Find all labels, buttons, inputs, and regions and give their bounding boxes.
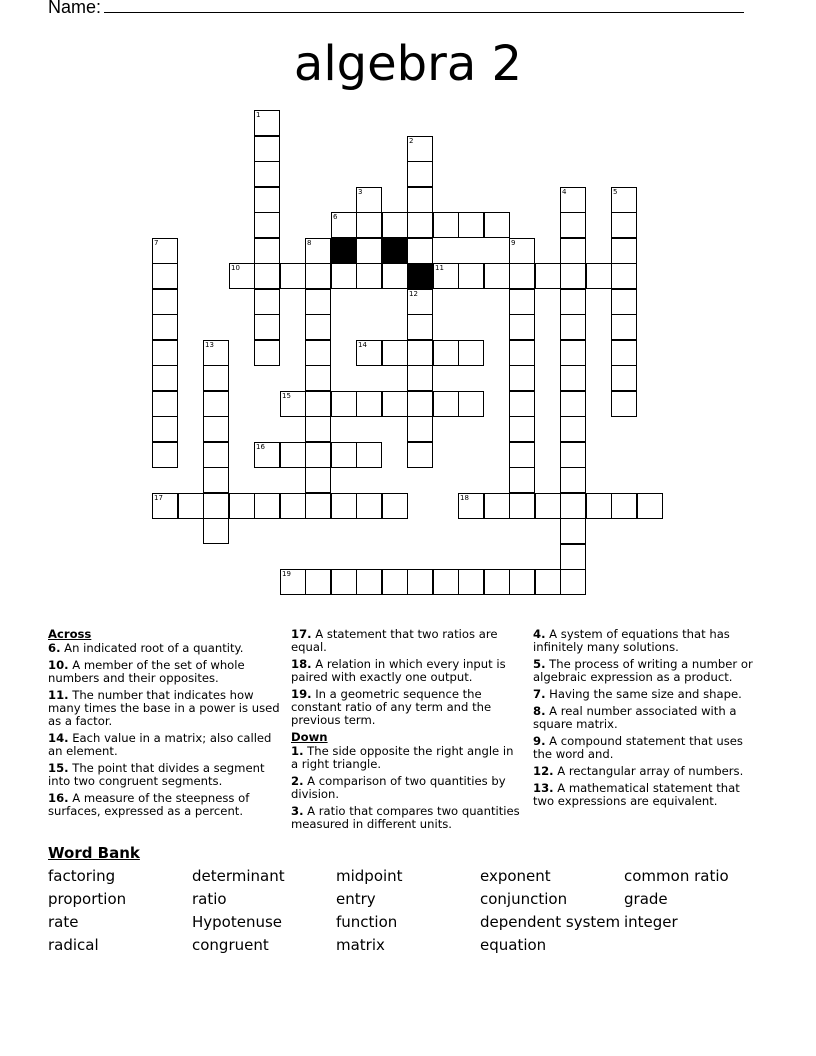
crossword-cell[interactable] (484, 569, 510, 595)
crossword-cell[interactable] (178, 493, 204, 519)
crossword-cell[interactable] (560, 518, 586, 544)
crossword-cell[interactable] (331, 263, 357, 289)
crossword-cell[interactable] (254, 493, 280, 519)
crossword-cell[interactable] (560, 238, 586, 264)
crossword-cell[interactable] (509, 340, 535, 366)
clue-text: A compound statement that uses the word and. (533, 734, 743, 761)
crossword-cell[interactable] (203, 365, 229, 391)
crossword-cell[interactable] (560, 493, 586, 519)
clue-number: 13 (205, 341, 214, 349)
crossword-cell[interactable] (611, 391, 637, 417)
crossword-cell[interactable] (305, 238, 331, 264)
crossword-cell[interactable] (152, 442, 178, 468)
crossword-cell[interactable] (382, 340, 408, 366)
clue-number: 5. (533, 657, 546, 671)
crossword-cell[interactable] (356, 212, 382, 238)
word-bank (48, 866, 788, 955)
crossword-cell[interactable] (611, 365, 637, 391)
word-bank-item: Hypotenuse (192, 913, 283, 931)
crossword-cell[interactable] (280, 569, 306, 595)
crossword-cell[interactable] (152, 365, 178, 391)
crossword-cell[interactable] (407, 365, 433, 391)
crossword-cell[interactable] (305, 391, 331, 417)
crossword-cell[interactable] (611, 493, 637, 519)
crossword-cell[interactable] (407, 136, 433, 162)
crossword-cell[interactable] (331, 493, 357, 519)
crossword-cell[interactable] (509, 493, 535, 519)
crossword-cell[interactable] (509, 238, 535, 264)
crossword-cell[interactable] (152, 314, 178, 340)
across-clue (48, 732, 280, 758)
word-bank-item: factoring (48, 867, 116, 885)
clue-number: 8. (533, 704, 546, 718)
down-clue (533, 735, 755, 761)
word-bank-item: common ratio (624, 867, 729, 885)
crossword-cell[interactable] (407, 391, 433, 417)
across-clue (48, 689, 280, 728)
crossword-cell[interactable] (254, 110, 280, 136)
crossword-cell[interactable] (509, 365, 535, 391)
clue-number: 2. (291, 774, 304, 788)
crossword-cell[interactable] (433, 212, 459, 238)
crossword-cell[interactable] (305, 442, 331, 468)
clue-number: 11 (435, 264, 444, 272)
across-clue (291, 688, 523, 727)
clue-number: 3 (358, 188, 363, 196)
crossword-cell[interactable] (305, 314, 331, 340)
across-clue (48, 642, 280, 655)
crossword-cell[interactable] (203, 416, 229, 442)
crossword-cell[interactable] (407, 161, 433, 187)
crossword-cell[interactable] (280, 493, 306, 519)
clue-text: A measure of the steepness of surfaces, expressed as a percent. (48, 791, 250, 818)
word-bank-item: dependent system (480, 913, 621, 931)
crossword-cell[interactable] (407, 416, 433, 442)
clue-text: The point that divides a segment into two congruent segments. (48, 761, 265, 788)
clue-text: The process of writing a number or algebraic expression as a product. (533, 657, 753, 684)
crossword-cell[interactable] (433, 263, 459, 289)
crossword-cell[interactable] (509, 391, 535, 417)
black-square (407, 263, 433, 289)
crossword-cell[interactable] (535, 263, 561, 289)
crossword-cell[interactable] (586, 263, 612, 289)
crossword-cell[interactable] (560, 416, 586, 442)
clue-text: In a geometric sequence the constant ratio of any term and the previous term. (291, 687, 492, 727)
crossword-cell[interactable] (280, 263, 306, 289)
down-header: Down (291, 730, 328, 744)
clue-number: 17. (291, 627, 312, 641)
clue-text: The number that indicates how many times the base in a power is used as a factor. (48, 688, 280, 728)
word-bank-item: matrix (336, 936, 385, 954)
word-bank-item: midpoint (336, 867, 403, 885)
clue-text: Each value in a matrix; also called an element. (48, 731, 272, 758)
clue-text: A member of the set of whole numbers and their opposites. (48, 658, 245, 685)
crossword-cell[interactable] (382, 391, 408, 417)
crossword-cell[interactable] (152, 238, 178, 264)
crossword-cell[interactable] (611, 263, 637, 289)
crossword-cell[interactable] (305, 340, 331, 366)
crossword-cell[interactable] (382, 212, 408, 238)
crossword-cell[interactable] (152, 340, 178, 366)
clue-number: 4. (533, 627, 546, 641)
clue-number: 5 (613, 188, 618, 196)
clue-number: 9 (511, 239, 516, 247)
word-bank-item: congruent (192, 936, 269, 954)
word-bank-item: determinant (192, 867, 285, 885)
crossword-cell[interactable] (458, 340, 484, 366)
clue-number: 13. (533, 781, 554, 795)
clues-column-3 (533, 628, 755, 812)
across-clue (291, 628, 523, 654)
crossword-cell[interactable] (229, 263, 255, 289)
clue-number: 14 (358, 341, 367, 349)
crossword-cell[interactable] (560, 314, 586, 340)
word-bank-item: exponent (480, 867, 551, 885)
clue-number: 7 (154, 239, 159, 247)
clue-number: 1. (291, 744, 304, 758)
crossword-cell[interactable] (458, 212, 484, 238)
clue-text: A statement that two ratios are equal. (291, 627, 498, 654)
crossword-cell[interactable] (254, 314, 280, 340)
crossword-cell[interactable] (305, 493, 331, 519)
crossword-cell[interactable] (509, 314, 535, 340)
down-clue (533, 628, 755, 654)
crossword-cell[interactable] (560, 340, 586, 366)
crossword-cell[interactable] (407, 340, 433, 366)
crossword-cell[interactable] (356, 569, 382, 595)
across-clue (48, 659, 280, 685)
crossword-cell[interactable] (458, 391, 484, 417)
clue-number: 14. (48, 731, 69, 745)
crossword-cell[interactable] (611, 212, 637, 238)
crossword-cell[interactable] (203, 391, 229, 417)
crossword-cell[interactable] (458, 569, 484, 595)
clues-column-1 (48, 628, 280, 822)
clues-column-2 (291, 628, 523, 835)
down-clue (533, 658, 755, 684)
clue-number: 3. (291, 804, 304, 818)
clue-number: 10 (231, 264, 240, 272)
clue-text: Having the same size and shape. (545, 687, 742, 701)
crossword-cell[interactable] (254, 289, 280, 315)
clue-number: 7. (533, 687, 546, 701)
crossword-cell[interactable] (611, 187, 637, 213)
down-clue (291, 805, 523, 831)
crossword-cell[interactable] (433, 391, 459, 417)
crossword-cell[interactable] (382, 493, 408, 519)
word-bank-item: conjunction (480, 890, 568, 908)
crossword-cell[interactable] (637, 493, 663, 519)
clue-number: 19. (291, 687, 312, 701)
crossword-cell[interactable] (356, 340, 382, 366)
crossword-cell[interactable] (535, 493, 561, 519)
crossword-cell[interactable] (586, 493, 612, 519)
clue-number: 2 (409, 137, 414, 145)
clue-number: 17 (154, 494, 163, 502)
crossword-cell[interactable] (382, 263, 408, 289)
word-bank-item: ratio (192, 890, 227, 908)
clue-number: 8 (307, 239, 312, 247)
clue-text: A real number associated with a square matrix. (533, 704, 737, 731)
down-clue (533, 705, 755, 731)
clue-text: A comparison of two quantities by division. (291, 774, 506, 801)
black-square (382, 238, 408, 264)
crossword-cell[interactable] (356, 391, 382, 417)
word-bank-item: function (336, 913, 398, 931)
crossword-cell[interactable] (560, 263, 586, 289)
clue-text: A rectangular array of numbers. (553, 764, 744, 778)
crossword-cell[interactable] (560, 365, 586, 391)
crossword-cell[interactable] (356, 493, 382, 519)
clue-text: The side opposite the right angle in a right triangle. (291, 744, 514, 771)
crossword-cell[interactable] (407, 187, 433, 213)
crossword-cell[interactable] (407, 289, 433, 315)
clue-number: 12 (409, 290, 418, 298)
crossword-cell[interactable] (560, 289, 586, 315)
across-clue (48, 792, 280, 818)
crossword-cell[interactable] (484, 263, 510, 289)
crossword-cell[interactable] (152, 416, 178, 442)
clue-number: 10. (48, 658, 69, 672)
word-bank-item: rate (48, 913, 79, 931)
crossword-cell[interactable] (509, 467, 535, 493)
crossword-cell[interactable] (229, 493, 255, 519)
crossword-cell[interactable] (611, 340, 637, 366)
crossword-cell[interactable] (560, 442, 586, 468)
clue-text: An indicated root of a quantity. (60, 641, 244, 655)
page-title: algebra 2 (293, 36, 523, 92)
crossword-cell[interactable] (280, 391, 306, 417)
crossword-cell[interactable] (152, 493, 178, 519)
name-label: Name: (48, 0, 102, 17)
crossword-cell[interactable] (560, 544, 586, 570)
clue-number: 12. (533, 764, 554, 778)
clue-number: 1 (256, 111, 261, 119)
crossword-cell[interactable] (611, 314, 637, 340)
clue-number: 18 (460, 494, 469, 502)
crossword-cell[interactable] (611, 238, 637, 264)
crossword-cell[interactable] (331, 212, 357, 238)
clue-number: 15 (282, 392, 291, 400)
crossword-cell[interactable] (152, 289, 178, 315)
clue-number: 6 (333, 213, 338, 221)
crossword-cell[interactable] (203, 493, 229, 519)
crossword-cell[interactable] (331, 391, 357, 417)
crossword-cell[interactable] (356, 238, 382, 264)
clue-number: 11. (48, 688, 69, 702)
word-bank-item: proportion (48, 890, 127, 908)
crossword-cell[interactable] (509, 416, 535, 442)
clue-number: 16 (256, 443, 265, 451)
down-clue (533, 782, 755, 808)
across-clue (48, 762, 280, 788)
crossword-cell[interactable] (254, 212, 280, 238)
clue-text: A relation in which every input is paired with exactly one output. (291, 657, 506, 684)
crossword-cell[interactable] (254, 187, 280, 213)
crossword-cell[interactable] (509, 442, 535, 468)
crossword-cell[interactable] (484, 212, 510, 238)
crossword-cell[interactable] (509, 569, 535, 595)
across-clue (291, 658, 523, 684)
crossword-cell[interactable] (254, 238, 280, 264)
clue-number: 16. (48, 791, 69, 805)
crossword-cell[interactable] (509, 289, 535, 315)
crossword-cell[interactable] (407, 314, 433, 340)
word-bank-item: radical (48, 936, 99, 954)
word-bank-item: integer (624, 913, 678, 931)
crossword-cell[interactable] (509, 263, 535, 289)
word-bank-title: Word Bank (48, 844, 140, 862)
crossword-cell[interactable] (407, 569, 433, 595)
clue-number: 4 (562, 188, 567, 196)
crossword-cell[interactable] (203, 442, 229, 468)
crossword-cell[interactable] (280, 442, 306, 468)
black-square (331, 238, 357, 264)
down-clue (533, 688, 755, 701)
word-bank-item: equation (480, 936, 547, 954)
crossword-cell[interactable] (203, 340, 229, 366)
clue-text: A system of equations that has infinitely many solutions. (533, 627, 730, 654)
crossword-cell[interactable] (254, 340, 280, 366)
clue-text: A ratio that compares two quantities measured in different units. (291, 804, 520, 831)
crossword-cell[interactable] (535, 569, 561, 595)
down-clue (291, 775, 523, 801)
crossword-cell[interactable] (433, 569, 459, 595)
down-clue (533, 765, 755, 778)
crossword-cell[interactable] (356, 263, 382, 289)
crossword-cell[interactable] (382, 569, 408, 595)
crossword-cell[interactable] (305, 569, 331, 595)
crossword-cell[interactable] (305, 467, 331, 493)
crossword-cell[interactable] (305, 416, 331, 442)
crossword-cell[interactable] (203, 518, 229, 544)
clue-number: 19 (282, 570, 291, 578)
crossword-cell[interactable] (254, 263, 280, 289)
clue-number: 6. (48, 641, 61, 655)
crossword-cell[interactable] (407, 212, 433, 238)
crossword-cell[interactable] (331, 569, 357, 595)
crossword-cell[interactable] (331, 442, 357, 468)
crossword-cell[interactable] (305, 365, 331, 391)
crossword-cell[interactable] (611, 289, 637, 315)
crossword-cell[interactable] (433, 340, 459, 366)
crossword-cell[interactable] (484, 493, 510, 519)
crossword-cell[interactable] (254, 136, 280, 162)
crossword-cell[interactable] (356, 187, 382, 213)
crossword-cell[interactable] (458, 263, 484, 289)
crossword-cell[interactable] (560, 467, 586, 493)
crossword-cell[interactable] (254, 442, 280, 468)
across-header: Across (48, 627, 92, 641)
down-clue (291, 745, 523, 771)
crossword-cell[interactable] (407, 238, 433, 264)
word-bank-item: grade (624, 890, 668, 908)
crossword-cell[interactable] (560, 391, 586, 417)
crossword-cell[interactable] (407, 442, 433, 468)
clue-number: 15. (48, 761, 69, 775)
crossword-cell[interactable] (152, 391, 178, 417)
crossword-cell[interactable] (356, 442, 382, 468)
word-bank-item: entry (336, 890, 376, 908)
crossword-cell[interactable] (254, 161, 280, 187)
crossword-cell[interactable] (560, 187, 586, 213)
clue-number: 18. (291, 657, 312, 671)
clue-text: A mathematical statement that two expressions are equivalent. (533, 781, 740, 808)
crossword-cell[interactable] (305, 263, 331, 289)
crossword-cell[interactable] (560, 569, 586, 595)
crossword-cell[interactable] (203, 467, 229, 493)
crossword-cell[interactable] (458, 493, 484, 519)
crossword-cell[interactable] (152, 263, 178, 289)
clue-number: 9. (533, 734, 546, 748)
crossword-cell[interactable] (305, 289, 331, 315)
crossword-cell[interactable] (560, 212, 586, 238)
